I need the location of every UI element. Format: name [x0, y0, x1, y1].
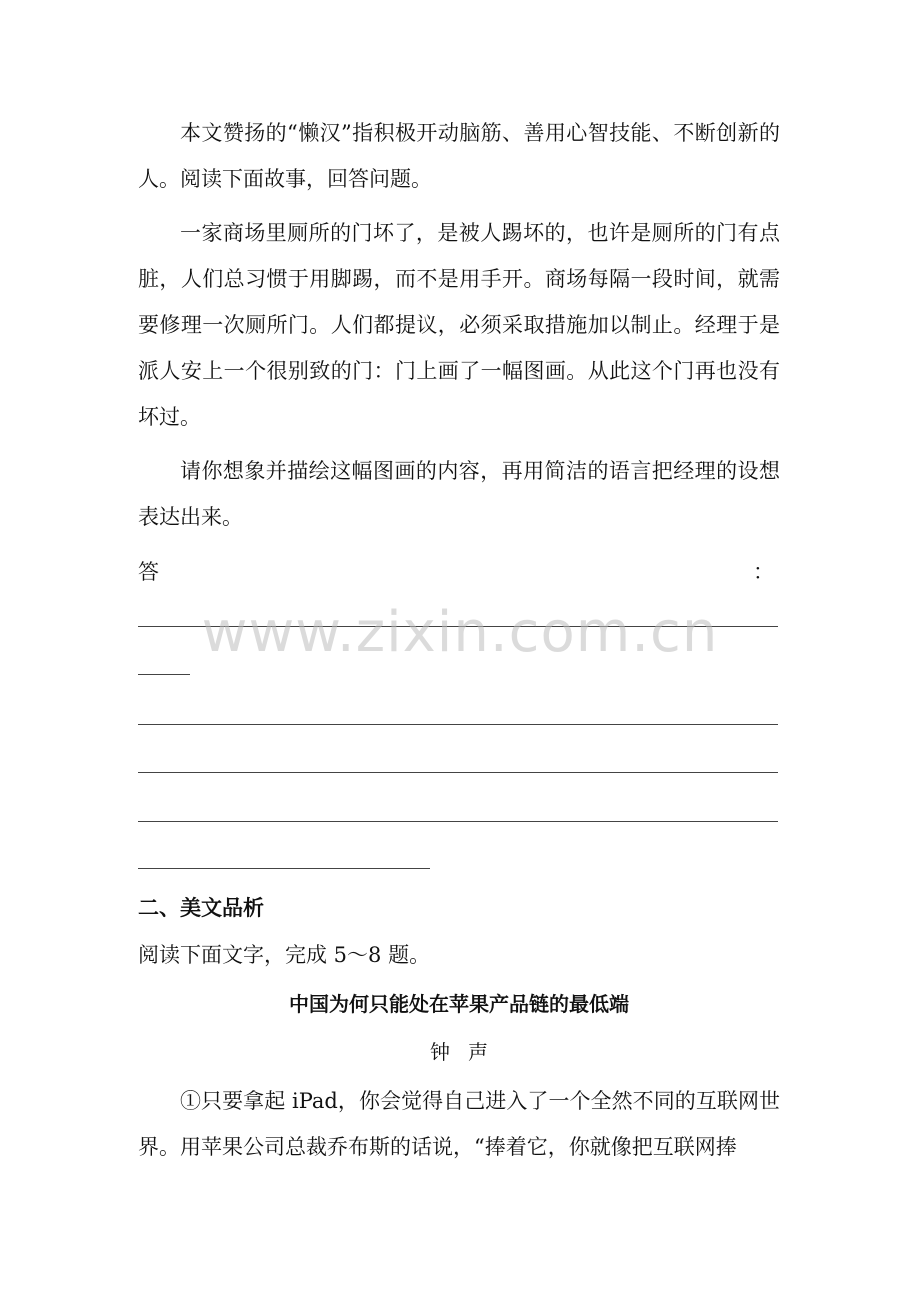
answer-line-5: [138, 868, 430, 869]
intro-paragraph: 本文赞扬的“懒汉”指积极开动脑筋、善用心智技能、不断创新的人。阅读下面故事，回答问题。: [138, 121, 780, 191]
answer-label: 答: [138, 560, 159, 584]
article-author: 钟声: [430, 1040, 506, 1064]
article-title: 中国为何只能处在苹果产品链的最低端: [289, 992, 629, 1016]
story-paragraph: 一家商场里厕所的门坏了，是被人踢坏的，也许是厕所的门有点脏，人们总习惯于用脚踢，而不是用手开。商场每隔一段时间，就需要修理一次厕所门。人们都提议，必须采取措施加以制止。经理于是派人安上一个很别致的门：门上画了一幅图画。从此这个门再也没有坏过。: [138, 221, 780, 429]
section-instruction: 阅读下面文字，完成 5～8 题。: [138, 943, 431, 967]
answer-row: [138, 552, 780, 592]
question-paragraph: 请你想象并描绘这幅图画的内容，再用简洁的语言把经理的设想表达出来。: [138, 459, 780, 529]
answer-line-2: [138, 724, 778, 725]
answer-line-1: [138, 626, 778, 627]
answer-colon: ：: [753, 560, 774, 584]
answer-line-3: [138, 772, 778, 773]
section-heading: 二、美文品析: [138, 896, 264, 920]
article-paragraph-1: ①只要拿起 iPad，你会觉得自己进入了一个全然不同的互联网世界。用苹果公司总裁乔布斯的话说，“捧着它，你就像把互联网捧: [138, 1089, 780, 1159]
answer-line-1-tail: [138, 674, 190, 675]
answer-line-4: [138, 821, 778, 822]
watermark: www.zixin.com.cn: [201, 600, 719, 665]
